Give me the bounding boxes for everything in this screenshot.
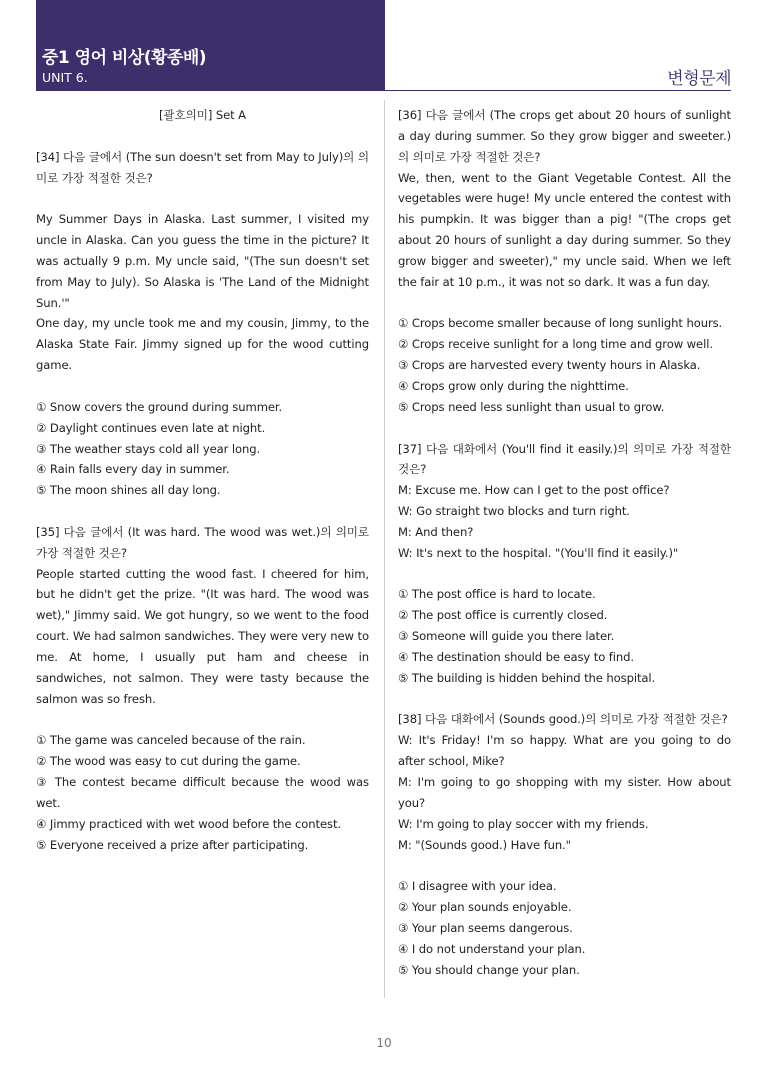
header-title: 중1 영어 비상(황종배) [42,48,207,68]
question-37-dialogue-line: W: Go straight two blocks and turn right. [398,504,630,519]
header-rule [385,90,731,91]
question-38-option: ③ Your plan seems dangerous. [398,920,573,935]
question-34-option: ④ Rain falls every day in summer. [36,462,230,477]
question-37-option: ② The post office is currently closed. [398,608,608,623]
question-36-prompt: [36] 다음 글에서 (The crops get about 20 hours of sunlight a day during summer. So they grow bigger and sweeter.)의 의미로 가장 적절한 것은? [398,108,731,164]
question-37-prompt: [37] 다음 대화에서 (You'll find it easily.)의 의미로 가장 적절한 것은? [398,441,731,477]
question-35-option: ⑤ Everyone received a prize after participating. [36,837,309,852]
header-unit: UNIT 6. [42,70,88,85]
question-35-option: ② The wood was easy to cut during the game. [36,754,301,769]
column-divider [384,100,385,998]
question-34-passage: One day, my uncle took me and my cousin, Jimmy, to the Alaska State Fair. Jimmy signed up for the wood cutting game. [36,316,369,373]
question-38-dialogue-line: W: It's Friday! I'm so happy. What are you going to do after school, Mike? [398,733,731,769]
question-38-option: ④ I do not understand your plan. [398,941,586,956]
question-36-option: ① Crops become smaller because of long sunlight hours. [398,316,723,331]
question-38-dialogue-line: W: I'm going to play soccer with my friends. [398,816,649,831]
question-38-dialogue-line: M: I'm going to go shopping with my sister. How about you? [398,775,731,810]
page-number: 10 [376,1036,392,1050]
section-title: 변형문제 [667,69,731,89]
question-37-option: ③ Someone will guide you there later. [398,629,615,644]
question-34-option: ③ The weather stays cold all year long. [36,441,261,456]
question-36-passage: We, then, went to the Giant Vegetable Contest. All the vegetables were huge! My uncle entered the contest with his pumpkin. It was bigger than a pig! "(The crops get about 20 hours of sunlight a day during summer. So they grow bigger and sweeter)," my uncle said. When we left the fair at 10 p.m., it was not so dark. It was a fun day. [398,170,731,289]
question-35-option: ④ Jimmy practiced with wet wood before the contest. [36,816,341,831]
question-36-option: ⑤ Crops need less sunlight than usual to grow. [398,399,665,414]
question-37-dialogue-line: M: And then? [398,524,474,539]
question-37-option: ④ The destination should be easy to find. [398,649,634,664]
question-35-option: ① The game was canceled because of the rain. [36,733,306,748]
question-34-passage: My Summer Days in Alaska. Last summer, I visited my uncle in Alaska. Can you guess the time in the picture? It was actually 9 p.m. My uncle said, "(The sun doesn't set from May to July). So Alaska is 'The Land of the Midnight Sun.'" [36,212,369,310]
question-35-option: ③ The contest became difficult because the wood was wet. [36,775,369,810]
right-column [398,105,731,980]
question-36-option: ③ Crops are harvested every twenty hours in Alaska. [398,358,701,373]
question-37-option: ⑤ The building is hidden behind the hospital. [398,670,656,685]
question-37-dialogue-line: M: Excuse me. How can I get to the post office? [398,483,670,498]
question-38-option: ⑤ You should change your plan. [398,962,580,977]
question-34-option: ⑤ The moon shines all day long. [36,483,221,498]
question-35-prompt: [35] 다음 글에서 (It was hard. The wood was wet.)의 의미로 가장 적절한 것은? [36,524,369,560]
left-column [36,105,369,855]
question-38-prompt: [38] 다음 대화에서 (Sounds good.)의 의미로 가장 적절한 것은? [398,712,728,727]
question-34-option: ① Snow covers the ground during summer. [36,399,283,414]
question-34-option: ② Daylight continues even late at night. [36,420,266,435]
question-34-prompt: [34] 다음 글에서 (The sun doesn't set from May to July)의 의미로 가장 적절한 것은? [36,149,369,185]
set-label: [괄호의미] Set A [159,108,246,122]
question-37-dialogue-line: W: It's next to the hospital. "(You'll find it easily.)" [398,545,679,560]
question-37-option: ① The post office is hard to locate. [398,587,596,602]
question-36-option: ② Crops receive sunlight for a long time and grow well. [398,337,713,352]
question-36-option: ④ Crops grow only during the nighttime. [398,378,629,393]
question-38-option: ② Your plan sounds enjoyable. [398,900,572,915]
question-38-dialogue-line: M: "(Sounds good.) Have fun." [398,837,571,852]
question-38-option: ① I disagree with your idea. [398,879,557,894]
question-35-passage: People started cutting the wood fast. I cheered for him, but he didn't get the prize. "(It was hard. The wood was wet)," Jimmy said. We got hungry, so we went to the food court. We had salmon sandwiches. They were very new to me. At home, I usually put ham and cheese in sandwiches, not salmon. They were tasty because the salmon was so fresh. [36,566,369,706]
